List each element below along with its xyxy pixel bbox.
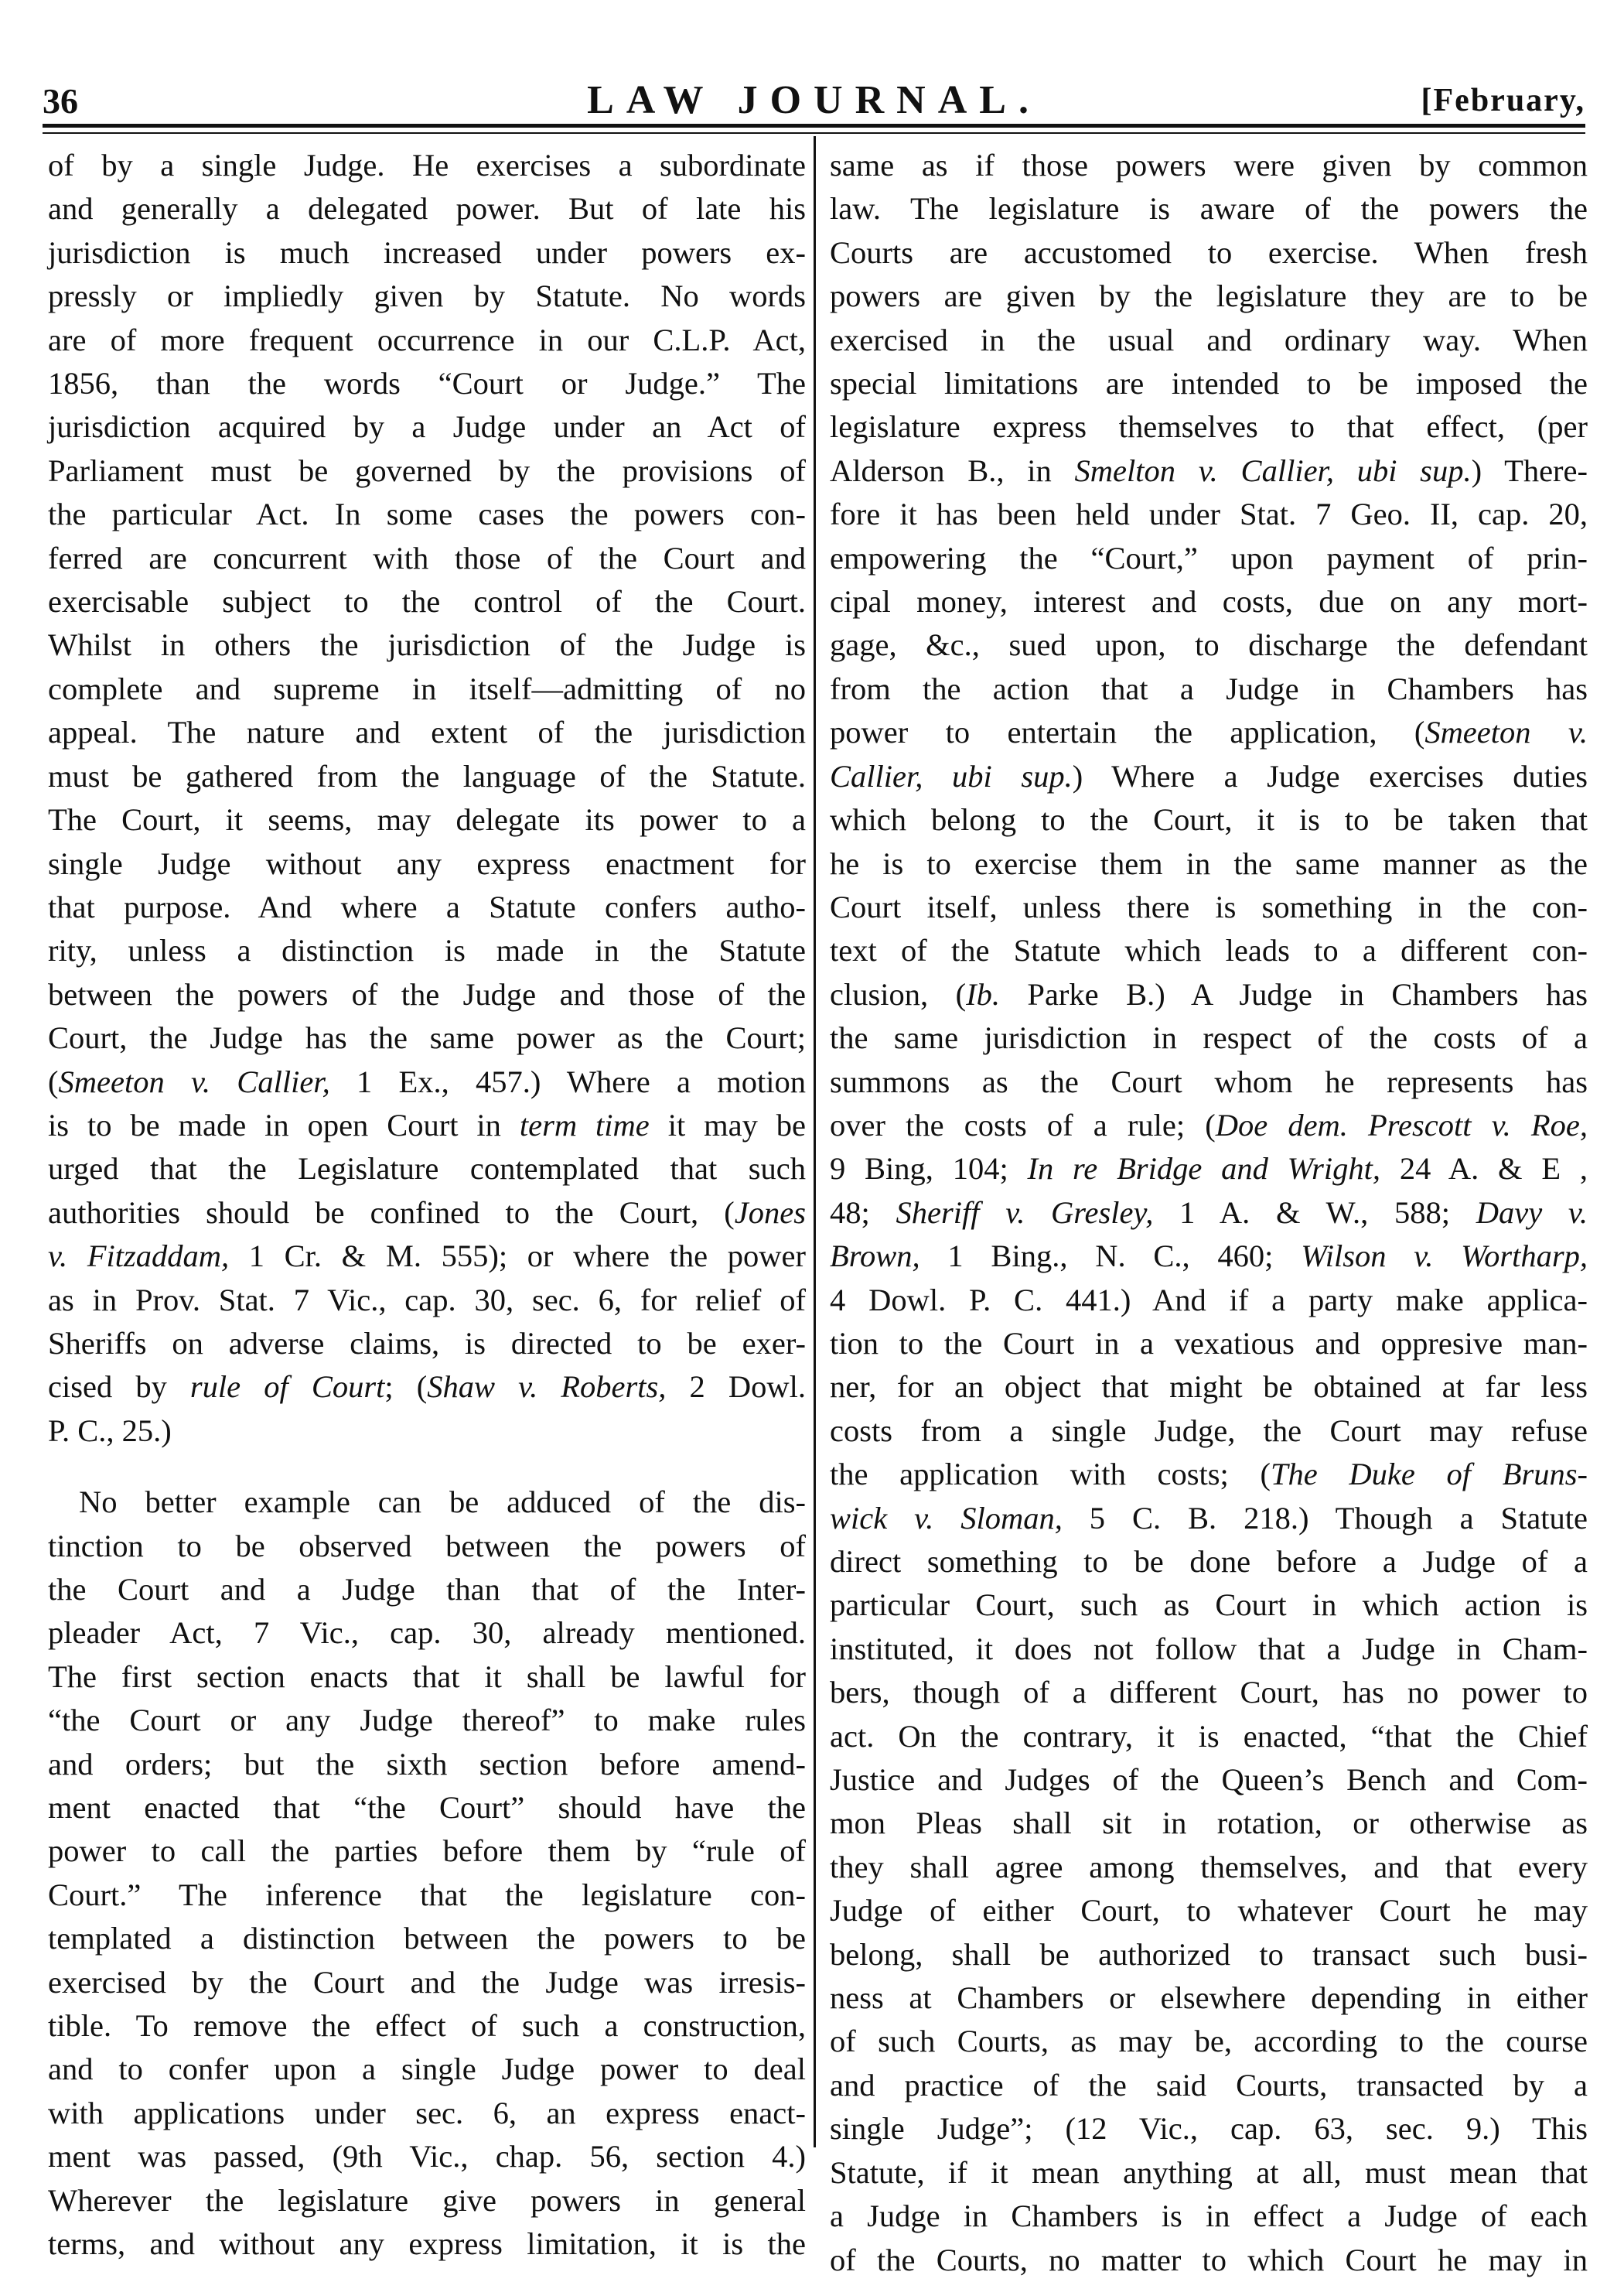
text-line: are of more frequent occurrence in our C.L.P. Act,: [48, 322, 806, 357]
text-line: between the powers of the Judge and those of the: [48, 976, 806, 1012]
citation-line: [48, 1235, 806, 1278]
text-run: 1 Bing., N. C., 460;: [919, 1238, 1302, 1274]
text-line: Court, the Judge has the same power as the Court;: [48, 1020, 806, 1056]
text-line: Sheriffs on adverse claims, is directed to be exer-: [48, 1325, 806, 1361]
case-name: In re Bridge and Wright,: [1027, 1151, 1381, 1187]
text-line: Courts are accustomed to exercise. When fresh: [830, 234, 1588, 270]
text-line: the particular Act. In some cases the powers con-: [48, 497, 806, 532]
text-line: Parliament must be governed by the provisions of: [48, 453, 806, 488]
citation-line: [830, 1497, 1588, 1540]
column-divider: [814, 136, 816, 2147]
text-line: and generally a delegated power. But of late his: [48, 191, 806, 227]
text-line: pleader Act, 7 Vic., cap. 30, already mentioned.: [48, 1615, 806, 1651]
text-run: authorities should be confined to the Court, (: [48, 1194, 735, 1230]
paragraph: [48, 144, 806, 1453]
text-line: particular Court, such as Court in which action is: [830, 1587, 1588, 1623]
emphasis: rule of Court: [189, 1369, 385, 1405]
text-line: that purpose. And where a Statute confers autho-: [48, 889, 806, 924]
text-line: which belong to the Court, it is to be taken that: [830, 802, 1588, 838]
text-run: 24 A. & E ,: [1380, 1151, 1588, 1187]
text-run: 5 C. B. 218.) Though a Statute: [1062, 1500, 1588, 1536]
text-line: jurisdiction is much increased under powers ex-: [48, 234, 806, 270]
case-name: Jones: [734, 1194, 806, 1230]
text-line: law. The legislature is aware of the powers the: [830, 191, 1588, 227]
text-run: 9 Bing, 104;: [830, 1151, 1028, 1187]
text-line: Court.” The inference that the legislature con-: [48, 1877, 806, 1912]
case-name: Smeeton v. Callier,: [58, 1064, 330, 1099]
text-run: ) Where a Judge exercises duties: [1072, 758, 1588, 794]
text-line: pressly or impliedly given by Statute. No words: [48, 278, 806, 314]
citation-line: [830, 711, 1588, 754]
text-line: the Court and a Judge than that of the Inter-: [48, 1572, 806, 1607]
text-line: complete and supreme in itself—admitting of no: [48, 671, 806, 706]
text-line: cipal money, interest and costs, due on any mort-: [830, 584, 1588, 620]
case-name: Wilson v. Wortharp,: [1301, 1238, 1588, 1274]
paragraph: [830, 144, 1588, 2282]
issue-month: [February,: [1421, 83, 1585, 118]
text-line: same as if those powers were given by common: [830, 148, 1588, 183]
case-name: Doe dem. Prescott v. Roe,: [1215, 1107, 1588, 1143]
text-line: ment was passed, (9th Vic., chap. 56, section 4.): [48, 2139, 806, 2174]
text-run: ) There-: [1471, 453, 1588, 488]
text-run: 1 Ex., 457.) Where a motion: [329, 1064, 806, 1099]
text-line: and practice of the said Courts, transacted by a: [830, 2067, 1588, 2103]
emphasis: term time: [519, 1107, 650, 1143]
text-line: the same jurisdiction in respect of the costs of a: [830, 1020, 1588, 1056]
case-name: Smeeton v.: [1424, 715, 1588, 750]
case-name: Brown,: [830, 1238, 920, 1274]
text-line: belong, shall be authorized to transact such busi-: [830, 1936, 1588, 1972]
text-line: from the action that a Judge in Chambers has: [830, 671, 1588, 706]
text-run: cised by: [48, 1369, 190, 1405]
text-line: single Judge without any express enactment for: [48, 846, 806, 881]
text-line: Statute, if it mean anything at all, must mean that: [830, 2154, 1588, 2190]
citation-line: [830, 755, 1588, 798]
header-rule-thin: [43, 132, 1585, 134]
text-line: of by a single Judge. He exercises a subordinate: [48, 148, 806, 183]
citation-line: [48, 1061, 806, 1104]
text-line: ment enacted that “the Court” should have the: [48, 1790, 806, 1826]
text-run: ; (: [384, 1369, 428, 1405]
citation-line: [48, 1365, 806, 1409]
text-line: terms, and without any express limitation, it is the: [48, 2226, 806, 2262]
text-line: mon Pleas shall sit in rotation, or otherwise as: [830, 1805, 1588, 1841]
text-line: single Judge”; (12 Vic., cap. 63, sec. 9.) This: [830, 2111, 1588, 2147]
case-name: Sheriff v. Gresley,: [896, 1194, 1154, 1230]
text-line: legislature express themselves to that effect, (per: [830, 409, 1588, 445]
left-column: [48, 144, 806, 2267]
text-run: clusion, (: [830, 976, 967, 1012]
text-line: act. On the contrary, it is enacted, “that the Chief: [830, 1718, 1588, 1754]
text-line: ness at Chambers or elsewhere depending in either: [830, 1980, 1588, 2016]
text-line: empowering the “Court,” upon payment of prin-: [830, 540, 1588, 576]
citation-line: [830, 449, 1588, 493]
case-name: wick v. Sloman,: [830, 1500, 1063, 1536]
text-line: direct something to be done before a Judge of a: [830, 1544, 1588, 1579]
text-line: Court itself, unless there is something in the con-: [830, 889, 1588, 924]
case-name: Davy v.: [1476, 1194, 1588, 1230]
text-line: Wherever the legislature give powers in general: [48, 2182, 806, 2218]
citation-line: [48, 1191, 806, 1235]
case-name: The Duke of Bruns-: [1270, 1457, 1588, 1492]
text-run: 2 Dowl.: [666, 1369, 806, 1405]
case-name: Shaw v. Roberts,: [427, 1369, 667, 1405]
text-line: bers, though of a different Court, has no power to: [830, 1675, 1588, 1710]
text-run: is to be made in open Court in: [48, 1107, 520, 1143]
text-run: 1 Cr. & M. 555); or where the power: [229, 1238, 806, 1274]
text-line: templated a distinction between the powers to be: [48, 1921, 806, 1956]
text-run: it may be: [649, 1107, 807, 1143]
text-run: 1 A. & W., 588;: [1153, 1194, 1476, 1230]
text-line: with applications under sec. 6, an express enact-: [48, 2095, 806, 2130]
text-line: he is to exercise them in the same manner as the: [830, 846, 1588, 881]
journal-title: LAW JOURNAL.: [587, 78, 1041, 122]
text-line: must be gathered from the language of the Statute.: [48, 758, 806, 794]
text-line: appeal. The nature and extent of the jurisdiction: [48, 715, 806, 750]
text-line: exercisable subject to the control of the Court.: [48, 584, 806, 620]
running-header: [43, 74, 1585, 128]
text-line: 4 Dowl. P. C. 441.) And if a party make applica-: [830, 1282, 1588, 1317]
text-run: Parke B.) A Judge in Chambers has: [999, 976, 1588, 1012]
text-line: instituted, it does not follow that a Judge in Cham-: [830, 1631, 1588, 1666]
text-line: ferred are concurrent with those of the Court and: [48, 540, 806, 576]
text-line: tible. To remove the effect of such a construction,: [48, 2008, 806, 2044]
text-line: The Court, it seems, may delegate its power to a: [48, 802, 806, 838]
text-line: 1856, than the words “Court or Judge.” The: [48, 366, 806, 401]
text-line: and orders; but the sixth section before amend-: [48, 1746, 806, 1782]
text-line: special limitations are intended to be imposed the: [830, 366, 1588, 401]
text-run: (: [48, 1064, 59, 1099]
paragraph: [48, 1481, 806, 2266]
text-line: Whilst in others the jurisdiction of the Judge is: [48, 627, 806, 663]
text-line: urged that the Legislature contemplated that such: [48, 1151, 806, 1187]
text-line: ner, for an object that might be obtained at far less: [830, 1369, 1588, 1405]
text-line: gage, &c., sued upon, to discharge the defendant: [830, 627, 1588, 663]
text-line: tion to the Court in a vexatious and oppresive man-: [830, 1325, 1588, 1361]
text-line: rity, unless a distinction is made in the Statute: [48, 933, 806, 968]
page-number: 36: [43, 81, 78, 121]
citation-line: [830, 1147, 1588, 1191]
citation-line: [830, 973, 1588, 1016]
text-line: Judge of either Court, to whatever Court he may: [830, 1893, 1588, 1928]
text-line: No better example can be adduced of the dis-: [79, 1484, 806, 1520]
citation-line: [830, 1235, 1588, 1278]
text-line: “the Court or any Judge thereof” to make rules: [48, 1703, 806, 1738]
text-line: Justice and Judges of the Queen’s Bench and Com-: [830, 1762, 1588, 1798]
case-name: v. Fitzaddam,: [48, 1238, 230, 1274]
case-name: Smelton v. Callier, ubi sup.: [1074, 453, 1472, 488]
text-line: jurisdiction acquired by a Judge under an Act of: [48, 409, 806, 445]
right-column: [830, 144, 1588, 2282]
case-name: Ib.: [966, 976, 1000, 1012]
text-run: 48;: [830, 1194, 896, 1230]
text-line: tinction to be observed between the powers of: [48, 1528, 806, 1563]
text-line: summons as the Court whom he represents has: [830, 1064, 1588, 1099]
text-line: costs from a single Judge, the Court may refuse: [830, 1413, 1588, 1448]
text-line: P. C., 25.): [48, 1413, 172, 1448]
text-run: Alderson B., in: [830, 453, 1075, 488]
text-line: exercised by the Court and the Judge was irresis-: [48, 1964, 806, 2000]
text-line: power to call the parties before them by “rule of: [48, 1833, 806, 1869]
text-line: they shall agree among themselves, and that every: [830, 1849, 1588, 1884]
text-line: text of the Statute which leads to a different con-: [830, 933, 1588, 968]
text-run: power to entertain the application, (: [830, 715, 1425, 750]
case-name: Callier, ubi sup.: [830, 758, 1073, 794]
citation-line: [830, 1104, 1588, 1147]
text-line: and to confer upon a single Judge power to deal: [48, 2051, 806, 2087]
text-line: of such Courts, as may be, according to the course: [830, 2024, 1588, 2059]
text-run: over the costs of a rule; (: [830, 1107, 1216, 1143]
text-line: [48, 1104, 806, 1147]
text-line: a Judge in Chambers is in effect a Judge of each: [830, 2198, 1588, 2234]
text-line: exercised in the usual and ordinary way. When: [830, 322, 1588, 357]
text-run: the application with costs; (: [830, 1457, 1271, 1492]
header-rule-thick: [43, 124, 1585, 128]
text-line: fore it has been held under Stat. 7 Geo. II, cap. 20,: [830, 497, 1588, 532]
text-line: The first section enacts that it shall be lawful for: [48, 1659, 806, 1694]
text-line: as in Prov. Stat. 7 Vic., cap. 30, sec. 6, for relief of: [48, 1282, 806, 1317]
citation-line: [830, 1191, 1588, 1235]
text-line: of the Courts, no matter to which Court he may in: [830, 2242, 1588, 2277]
citation-line: [830, 1453, 1588, 1496]
text-line: powers are given by the legislature they are to be: [830, 278, 1588, 314]
